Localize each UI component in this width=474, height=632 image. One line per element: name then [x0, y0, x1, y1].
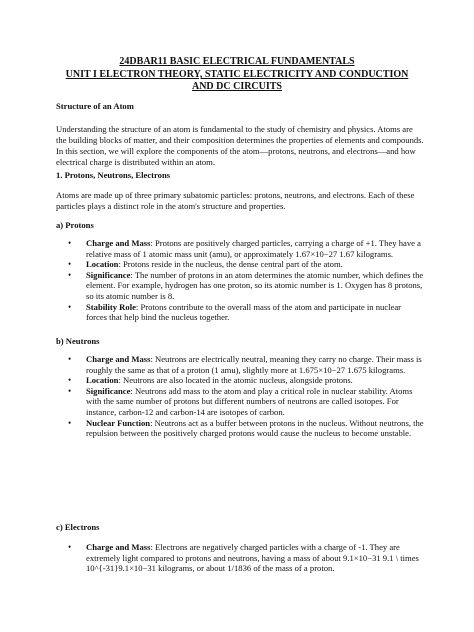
neutrons-heading: b) Neutrons: [56, 336, 100, 346]
item-text: : Neutrons act as a buffer between protons in the nucleus. Without neutrons, the repulsion between the positively charged protons would cause the nucleus to become unstable.: [86, 417, 424, 439]
item-text: : Neutrons add mass to the atom and play a critical role in nuclear stability. Atoms with the same number of protons but different numbers of neutrons are called isotopes. For instance, carbon-12 and carbon-14 are isotopes of carbon.: [86, 385, 413, 417]
item-text: : Neutrons are electrically neutral, meaning they carry no charge. Their mass is roughly the same as that of a proton (1 amu), slightly more at 1.675×10−27 1.675 kilograms.: [86, 354, 422, 375]
item-label: Charge and Mass: [86, 542, 151, 552]
item-text: : Protons are positively charged particles, carrying a charge of +1. They have a relative mass of 1 atomic mass unit (amu), or approximately 1.67×10−27 1.67 kilograms.: [86, 238, 421, 259]
item-text: : The number of protons in an atom determines the atomic number, which defines the element. For example, hydrogen has one proton, so its atomic number is 1. Oxygen has 8 protons, so its atomic number is 8.: [86, 269, 424, 301]
item-label: Charge and Mass: [86, 354, 151, 364]
item-label: Location: [86, 259, 119, 270]
list-item: • Charge and Mass: Electrons are negatively charged particles with a charge of -1. They are extremely light compared to protons and neutrons, having a mass of about 9.1×10−31 9.1 \ times 10^{-31}9.1×10−31 kilograms, or about 1/1836 of the mass of a proton.: [68, 542, 419, 574]
list-item: • Charge and Mass: Protons are positively charged particles, carrying a charge of +1. They have a relative mass of 1 atomic mass unit (amu), or approximately 1.67×10−27 1.67 kilograms.: [68, 238, 421, 259]
item-text: : Neutrons are also located in the atomic nucleus, alongside protons.: [118, 375, 353, 386]
item-label: Location: [86, 375, 119, 386]
item-label: Significance: [86, 385, 131, 396]
list-item: • Stability Role: Protons contribute to the overall mass of the atom and participate in nuclear forces that help bind the nucleus together.: [68, 301, 402, 323]
subsection-paragraph: Atoms are made up of three primary subatomic particles: protons, neutrons, and electrons. Each of these particles plays a distinct role in the atom's structure and properties.: [56, 190, 415, 211]
subsection-heading: 1. Protons, Neutrons, Electrons: [56, 170, 171, 180]
item-text: : Protons reside in the nucleus, the dense central part of the atom.: [118, 259, 343, 270]
item-label: Nuclear Function: [86, 417, 151, 428]
section-heading: Structure of an Atom: [56, 101, 134, 111]
item-text: : Protons contribute to the overall mass of the atom and participate in nuclear forces that help bind the nucleus together.: [86, 301, 402, 323]
intro-paragraph: Understanding the structure of an atom is fundamental to the study of chemistry and physics. Atoms are the building blocks of matter, and their composition determines the properties of elements and compounds. In this section, we will explore the components of the atom—protons, neutrons, and electrons—and how electrical charge is distributed within an atom.: [56, 124, 424, 167]
list-item: • Charge and Mass: Neutrons are electrically neutral, meaning they carry no charge. Their mass is roughly the same as that of a proton (1 amu), slightly more at 1.675×10−27 1.675 kilograms.: [68, 354, 422, 375]
list-item: • Significance: Neutrons add mass to the atom and play a critical role in nuclear stability. Atoms with the same number of protons but different numbers of neutrons are called isotopes. For instance, carbon-12 and carbon-14 are isotopes of carbon.: [68, 385, 413, 417]
list-item: • Location: Protons reside in the nucleus, the dense central part of the atom.: [68, 259, 343, 270]
neutrons-list: [56, 354, 424, 439]
electrons-list: [56, 542, 424, 574]
list-item: • Significance: The number of protons in an atom determines the atomic number, which defines the element. For example, hydrogen has one proton, so its atomic number is 1. Oxygen has 8 protons, so its atomic number is 8.: [68, 269, 424, 301]
protons-heading: a) Protons: [56, 220, 94, 230]
item-label: Significance: [86, 269, 131, 280]
list-item: • Location: Neutrons are also located in the atomic nucleus, alongside protons.: [68, 375, 353, 386]
electrons-heading: c) Electrons: [56, 522, 100, 532]
unit-title: UNIT I ELECTRON THEORY, STATIC ELECTRICITY AND CONDUCTION AND DC CIRCUITS: [65, 69, 409, 92]
document-title: 24DBAR11 BASIC ELECTRICAL FUNDAMENTALS: [119, 56, 355, 67]
item-label: Stability Role: [86, 301, 136, 312]
item-label: Charge and Mass: [86, 238, 151, 248]
protons-list: [56, 238, 424, 323]
item-text: : Electrons are negatively charged particles with a charge of -1. They are extremely light compared to protons and neutrons, having a mass of about 9.1×10−31 9.1 \ times 10^{-31}9.1×10−31 kilograms, or about 1/1836 of the mass of a proton.: [86, 542, 419, 574]
list-item: • Nuclear Function: Neutrons act as a buffer between protons in the nucleus. Without neutrons, the repulsion between the positively charged protons would cause the nucleus to become unstable.: [68, 417, 424, 439]
